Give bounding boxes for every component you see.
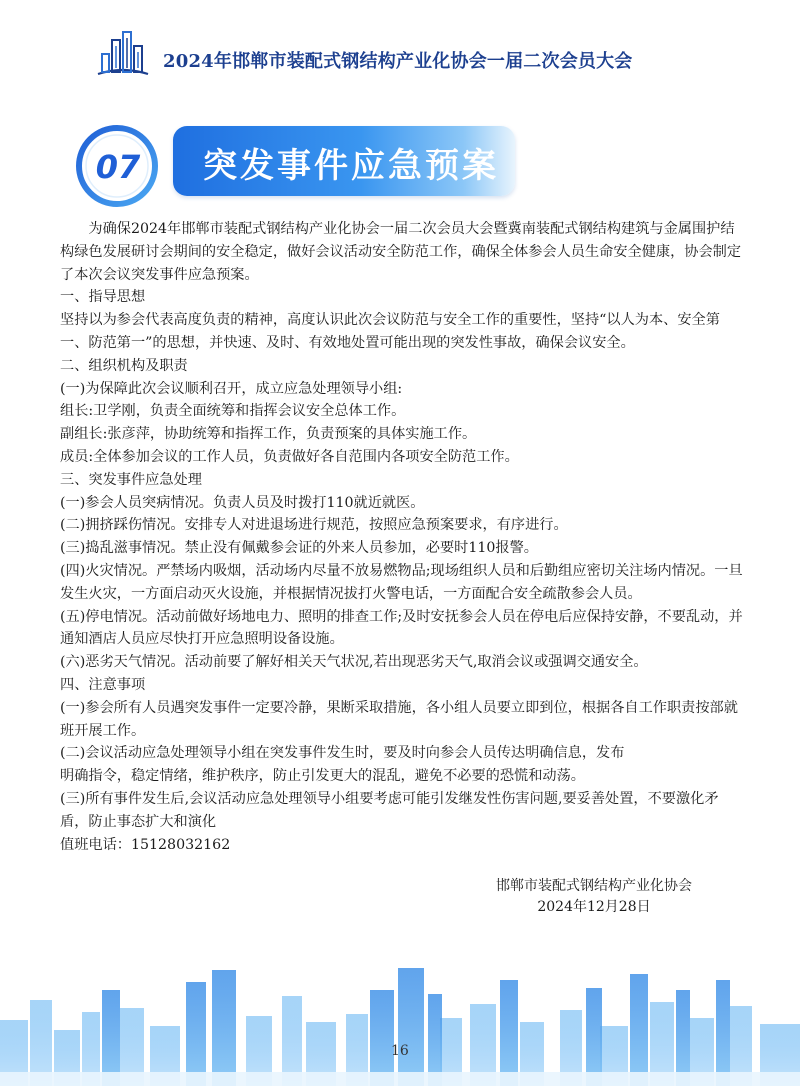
page-number: 16 (391, 1043, 409, 1059)
paragraph-bad-weather: (六)恶劣天气情况。活动前要了解好相关天气状况,若出现恶劣天气,取消会议或强调交通安全。 (60, 654, 648, 671)
section-title: 突发事件应急预案 (203, 146, 499, 186)
paragraph-members: 成员:全体参加会议的工作人员，负责做好各自范围内各项安全防范工作。 (60, 448, 519, 465)
signature-organization: 邯郸市装配式钢结构产业化协会 (496, 878, 692, 894)
paragraph-note-1: (一)参会所有人员遇突发事件一定要冷静，果断采取措施，各小组人员要立即到位，根据各自工作职责按部就班开展工作。 (60, 699, 738, 739)
intro-paragraph: 为确保2024年邯郸市装配式钢结构产业化协会一届二次会员大会暨冀南装配式钢结构建筑与金属围护结构绿色发展研讨会期间的安全稳定，做好会议活动安全防范工作，确保全体参会人员生命安全健康，协会制定了本次会议突发事件应急预案。 (60, 221, 742, 283)
city-buildings-icon (96, 30, 150, 82)
document-body (60, 218, 746, 856)
duty-phone: 值班电话：15128032162 (60, 836, 231, 853)
paragraph-guiding-ideology: 坚持以为参会代表高度负责的精神，高度认识此次会议防范与安全工作的重要性，坚持“以人为本、安全第一、防范第一”的思想，并快速、及时、有效地处置可能出现的突发性事故，确保会议安全。 (60, 312, 720, 351)
section-banner (173, 126, 515, 196)
heading-guiding-ideology: 一、指导思想 (60, 289, 146, 306)
conference-title: 2024年邯郸市装配式钢结构产业化协会一届二次会员大会 (163, 51, 633, 72)
paragraph-note-2: (二)会议活动应急处理领导小组在突发事件发生时，要及时向参会人员传达明确信息，发布 (60, 745, 625, 762)
paragraph-fire: (四)火灾情况。严禁场内吸烟，活动场内尽量不放易燃物品;现场组织人员和后勤组应密切关注场内情况。一旦发生火灾，一方面启动灭火设施，并根据情况拔打火警电话，一方面配合安全疏散参会人员。 (60, 562, 743, 602)
paragraph-power-outage: (五)停电情况。活动前做好场地电力、照明的排查工作;及时安抚参会人员在停电后应保持安静，不要乱动，并通知酒店人员应尽快打开应急照明设备设施。 (60, 608, 743, 648)
city-skyline-illustration (0, 960, 800, 1086)
heading-emergency-handling: 三、突发事件应急处理 (60, 471, 202, 488)
paragraph-stampede: (二)拥挤踩伤情况。安排专人对进退场进行规范，按照应急预案要求，有序进行。 (60, 517, 568, 534)
paragraph-deputy-leader: 副组长:张彦萍，协助统筹和指挥工作，负责预案的具体实施工作。 (60, 426, 477, 443)
heading-organization: 二、组织机构及职责 (60, 357, 188, 374)
paragraph-disturbance: (三)捣乱滋事情况。禁止没有佩戴参会证的外来人员参加，必要时110报警。 (60, 540, 538, 557)
page-header (0, 0, 800, 100)
paragraph-note-2-cont: 明确指令，稳定情绪，维护秩序，防止引发更大的混乱，避免不必要的恐慌和动荡。 (60, 768, 585, 785)
section-number: 07 (95, 148, 141, 186)
paragraph-note-3: (三)所有事件发生后,会议活动应急处理领导小组要考虑可能引发继发性伤害问题,要妥善处置，不要激化矛盾，防止事态扩大和演化 (60, 790, 719, 830)
section-number-badge (74, 123, 160, 209)
paragraph-leader: 组长:卫学刚，负责全面统筹和指挥会议安全总体工作。 (60, 403, 406, 420)
signature-date: 2024年12月28日 (537, 899, 651, 915)
heading-notes: 四、注意事项 (60, 676, 146, 693)
signature-block (496, 876, 692, 918)
paragraph-leading-group: (一)为保障此次会议顺利召开，成立应急处理领导小组: (60, 380, 403, 397)
paragraph-illness: (一)参会人员突病情况。负责人员及时拨打110就近就医。 (60, 494, 425, 511)
